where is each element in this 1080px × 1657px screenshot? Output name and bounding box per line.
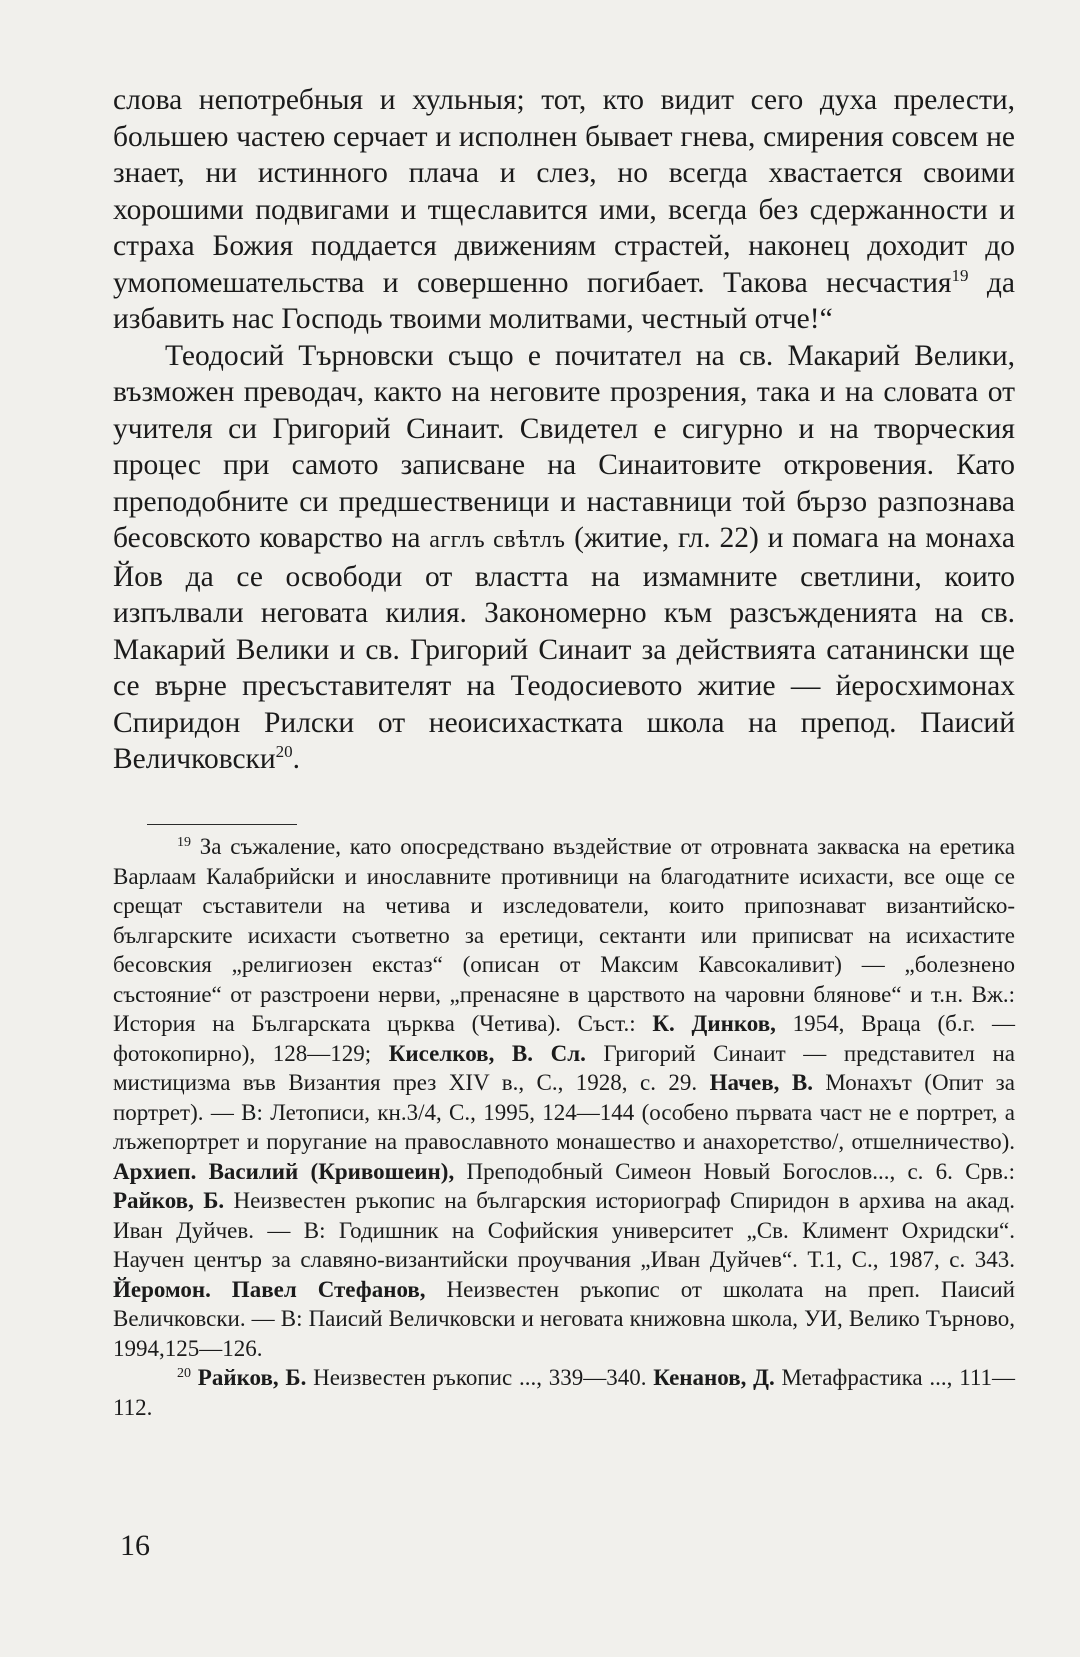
fn19-author-6: Йеромон. Павел Стефанов, — [113, 1276, 426, 1302]
footnote-19 — [113, 832, 1015, 1363]
paragraph-2-text-b: (житие, гл. 22) и помага на монаха Йов да се освободи от властта на измамните светлини, които изпълвали неговата килия. Закономерно към разсъжденията на св. Макарий Велики и св. Григорий Синаит за действията сатанински ще се върне пресъставителят на Теодосиевото житие — йеросхимонах Спиридон Рилски от неоисихастката школа на препод. Паисий Величковски — [113, 522, 1015, 775]
fn19-text-7: Неизвестен ръкопис от школата на преп. Паисий Величковски. — В: Паисий Величковски и неговата книжовна школа, УИ, Велико Търново, 1994,125—126. — [113, 1276, 1015, 1361]
footnote-ref-19: 19 — [951, 265, 969, 285]
fn19-text-2: 1954, Враца (б.г. —фотокопирно), 128—129; — [113, 1011, 1015, 1066]
footnote-ref-20: 20 — [275, 742, 293, 761]
fn20-text-2: Метафрастика ..., 111—112. — [113, 1365, 1015, 1420]
footnote-20 — [113, 1363, 1015, 1422]
fn19-author-5: Райков, Б. — [113, 1188, 225, 1213]
paragraph-1-text-a: слова непотребныя и хульныя; тот, кто видит сего духа прелести, большею частею серчает и исполнен бывает гнева, смирения совсем не знает, ни истинного плача и слез, но всегда хвастается своими хорошими подвигами и тщеславится ими, всегда без сдержанности и страха Божия поддается движениям страстей, наконец доходит до умопомешательства и совершенно погибает. Такова несчастия — [113, 84, 1015, 299]
fn19-text-1: За съжаление, като опосредствано въздействие от отровната закваска на еретика Варлаам Калабрийски и инославните противници на благодатните исихасти, все още се срещат съставители на четива и изследователи, които припознават византийско-българските исихасти съответно за еретици, сектанти или приписват на исихастите бесовския „религиозен екстаз“ (описан от Максим Кавсокаливит) — „болезнено състояние“ от разстроени нерви, „пренасяне в царството на чаровни блянове“ и т.н. Вж.: История на Българската църква (Четива). Съст.: — [113, 834, 1015, 1036]
fn19-text-3: Григорий Синаит — представител на мистицизма във Византия през XIV в., С., 1928, с. 29. — [113, 1040, 1015, 1095]
footnote-number-20: 20 — [177, 1366, 191, 1381]
fn19-text-4: Монахът (Опит за портрет). — В: Летописи, кн.3/4, С., 1995, 124—144 (особено първата част не е портрет, а лъжепортрет и поругание на православното монашество и анахоретство/, отшелничество). — [113, 1070, 1015, 1154]
paragraph-2-text-a: Теодосий Търновски също е почитател на св. Макарий Велики, възможен преводач, както на неговите прозрения, така и на словата от учителя си Григорий Синаит. Свидетел е сигурно и на творческия процес при самото записване на Синаитовите откровения. Като преподобните си предшественици и наставници той бързо разпознава бесовското коварство на — [113, 339, 1015, 554]
footnote-separator — [147, 824, 297, 825]
paragraph-1 — [113, 82, 1015, 338]
fn19-text-6: Неизвестен ръкопис на българския историограф Спиридон в архива на акад. Иван Дуйчев. — В: Годишник на Софийския университет „Св. Климент Охридски“. Научен център за славяно-византийски проучвания „Иван Дуйчев“. Т.1, С., 1987, с. 343. — [113, 1188, 1015, 1272]
footnotes — [113, 832, 1015, 1422]
fn19-author-3: Начев, В. — [709, 1070, 813, 1095]
fn20-text-1: Неизвестен ръкопис ..., 339—340. — [306, 1365, 654, 1390]
fn20-author-1: Райков, Б. — [191, 1365, 307, 1390]
fn19-author-4: Архиеп. Василий (Кривошеин), — [113, 1158, 455, 1184]
page-number: 16 — [120, 1529, 150, 1562]
fn20-author-2: Кенанов, Д. — [653, 1365, 775, 1390]
main-text — [113, 82, 1015, 778]
paragraph-2 — [113, 338, 1015, 778]
church-slavonic-phrase: агглъ свѣтлъ — [429, 527, 566, 553]
footnote-number-19: 19 — [177, 835, 191, 850]
fn19-author-2: Киселков, В. Сл. — [388, 1040, 586, 1066]
paragraph-1-text-b: да избавить нас Господь твоими молитвами, честный отче!“ — [113, 266, 1015, 335]
fn19-author-1: К. Динков, — [652, 1011, 776, 1036]
fn19-text-5: Преподобный Симеон Новый Богослов..., с. 6. Срв.: — [454, 1158, 1015, 1184]
paragraph-2-end: . — [292, 743, 301, 775]
